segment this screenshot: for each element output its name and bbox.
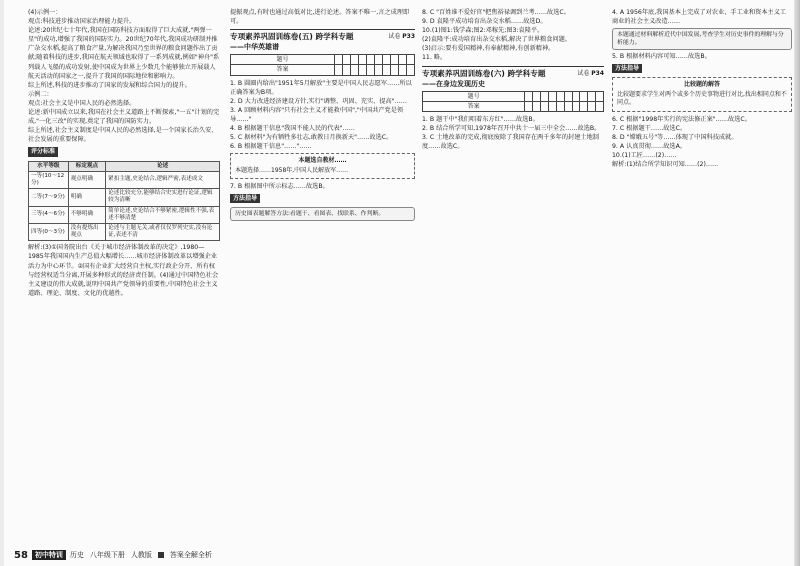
text-line: 观点:科技进步推动国家治理能力提升。 xyxy=(28,18,136,26)
page-left-edge xyxy=(0,0,4,566)
footer-subject: 历史 xyxy=(69,551,84,559)
eval-tag: 评分标准 xyxy=(28,147,58,156)
ref-page: P34 xyxy=(591,69,604,77)
ref-label: 试卷 xyxy=(577,69,590,77)
column-2 xyxy=(230,8,415,548)
text-line: (2)袁隆平:成功培育出杂交水稻,解决了世界粮食问题。 xyxy=(422,36,571,44)
page-footer xyxy=(14,548,414,562)
question-item: 6. B 根据题干信息"……"…… xyxy=(230,143,312,151)
footer-book-title: 答案全解全析 xyxy=(169,551,212,559)
quote-box-title: 本题选自教材…… xyxy=(298,157,347,165)
page-right-edge xyxy=(794,0,800,566)
evaluation-table xyxy=(28,161,220,242)
text-line: (4)示例一： xyxy=(28,9,62,16)
analysis-text: 解析:(1)结合所学知识可知……(2)…… xyxy=(612,161,719,169)
answer-grid-row xyxy=(423,101,604,111)
table-cell: 论述与主题无关,或者仅仅罗列史实,没有论证,表述不清 xyxy=(106,223,220,240)
table-cell: 四等(0～3分) xyxy=(29,223,69,240)
text-line: 论述:新中国成立以来,我国在社会主义道路上不断探索,"一五"计划的完成,"一化三改"的实现,奠定了我国的国防实力。 xyxy=(28,109,220,126)
table-header: 标定观点 xyxy=(68,161,105,171)
table-cell: 简单论述,史论结合不够紧密,逻辑性不强,表述不够清楚 xyxy=(106,206,220,223)
table-cell: 一等(10～12分) xyxy=(29,171,69,188)
method-hint-box: 历史图表题解答方法:看题干、看图表、找联系、作判断。 xyxy=(230,207,415,221)
text-line: 8. D "嫦娥五号"等……体现了中国科技成就。 xyxy=(612,133,738,141)
table-header: 水平等级 xyxy=(29,161,69,171)
table-header-row xyxy=(29,161,220,171)
question-item: 3. C 土地改革的完成,彻底废除了我国存在两千多年的封建土地制度……故选C。 xyxy=(422,134,599,151)
text-line: 观点:社会主义是中国人民的必然选择。 xyxy=(28,99,136,107)
section-header xyxy=(230,29,415,41)
question-item: 5. C 据材料"为有牺牲多壮志,敢教日月换新天"……故选C。 xyxy=(230,134,393,142)
table-row xyxy=(29,171,220,188)
section-subtitle: ——在身边发现历史 xyxy=(422,79,485,88)
section-ref xyxy=(388,32,415,41)
method-box-text: 比较题要求学生对两个或多个历史事物进行对比,找出相同点和不同点。 xyxy=(617,90,787,107)
answer-grid-label: 答案 xyxy=(423,101,525,111)
answer-grid-row xyxy=(423,91,604,101)
table-row xyxy=(29,189,220,206)
text-line: 示例二： xyxy=(28,90,53,98)
note-box: 本题通过材料解析近代中国发展,考查学生对历史事件的理解与分析能力。 xyxy=(612,28,792,50)
table-cell: 二等(7～9分) xyxy=(29,189,69,206)
text-line: 提振观点,有时也通过高低对比,进行论述。答案不唯一,言之成理即可。 xyxy=(230,9,410,26)
section-subtitle: ——中华英雄谱 xyxy=(230,43,279,52)
column-4 xyxy=(612,8,792,548)
table-row xyxy=(29,223,220,240)
answer-grid-label: 题号 xyxy=(423,91,525,101)
text-line: 9. A 认真贯彻……故选A。 xyxy=(612,142,686,150)
table-cell: 三等(4～6分) xyxy=(29,206,69,223)
brand-badge: 初中特训 xyxy=(32,550,66,560)
table-cell: 明确 xyxy=(68,189,105,206)
answer-grid xyxy=(422,91,604,112)
quote-box-text: 本题选择……1958年,中国人民解放军…… xyxy=(235,166,349,174)
text-line: 6. C 根据"1998年实行的宪法修正案"……故选C。 xyxy=(612,115,751,123)
answer-grid-label: 题号 xyxy=(231,55,335,65)
text-line: 7. C 根据题干……故选C。 xyxy=(612,124,687,132)
text-line: 10.(1)图1:钱学森;图2:邓稼先;图3:袁隆平。 xyxy=(422,27,544,35)
footer-edition: 人教版 xyxy=(130,551,152,559)
section-header xyxy=(422,66,604,78)
question-item: 7. B 根据图中所示标志……故选B。 xyxy=(230,183,329,191)
answer-grid-row xyxy=(231,55,415,65)
question-item: 1. B 题干中"我们唱着东方红"……故选B。 xyxy=(422,115,539,123)
table-cell: 不够明确 xyxy=(68,206,105,223)
analysis-text: 解析:(3)①国务院出台《关于城市经济体制改革的决定》,1980—1985年我国国内生产总值大幅增长……城市经济体制改革以增强企业活力为中心环节。②国有企业扩大经营自主权,实行政企分开、所有权与经营权适当分离,开展多种形式的经济责任制。(4)通过中国特色社会主义建设的伟大成就,说明中国共产党领导的重要性,中国特色社会主义道路、理论、制度、文化的优越性。 xyxy=(28,244,219,297)
table-cell: 论述比较充分,能够结合史实进行论证,逻辑较为清晰 xyxy=(106,189,220,206)
table-row xyxy=(29,206,220,223)
method-box-title: 比较题的解答 xyxy=(683,81,720,89)
text-line: 9. D 袁隆平成功培育出杂交水稻……故选D。 xyxy=(422,18,547,26)
question-item: 2. B 结合所学可知,1978年召开中共十一届三中全会……故选B。 xyxy=(422,125,601,133)
question-item: 4. B 根据题干信息"我国不能人民的代表"…… xyxy=(230,125,355,133)
text-line: 论述:20世纪七十年代,我国在国防科技方面取得了巨大成就,"两弹一星"的成功,增强了我国的国防实力。20世纪70年代,我国成功研制并推广杂交水稻,提高了粮食产量,为解决我国乃至世界的粮食问题作出了贡献;随着科技的进步,我国在航天领域也取得了一系列成就,例如"神舟"系列载人飞船的成功发射,使中国成为世界上少数几个能够独立开展载人航天活动的国家之一,提升了我国的国际地位和影响力。 xyxy=(28,27,220,80)
text-line: 10.(1)工匠……(2)…… xyxy=(612,151,677,159)
text-line: 综上所述,科技的进步推动了国家的发展和综合国力的提升。 xyxy=(28,81,191,89)
column-1 xyxy=(28,8,220,548)
section-title: 专项素养巩固训练卷(五) 跨学科专题 xyxy=(230,32,354,42)
question-item: 3. A 回顾材料内容"只有社会主义才能救中国","中国共产党是领导……" xyxy=(230,106,404,123)
table-cell: 紧扣主题,史论结合,逻辑严密,表述成文 xyxy=(106,171,220,188)
method-tag: 方法指导 xyxy=(230,194,260,203)
quote-box xyxy=(230,153,415,179)
text-line: (3)启示:要有爱国精神,有奉献精神,有创新精神。 xyxy=(422,45,555,53)
method-tag: 方法指导 xyxy=(612,64,642,73)
method-box xyxy=(612,77,792,111)
answer-grid-row xyxy=(231,65,415,75)
answer-grid-label: 答案 xyxy=(231,65,335,75)
question-item: 1. B 圆圈内给出"1951年5月解放"主要是中国人民志愿军……所以正确答案为B项。 xyxy=(230,79,412,96)
ref-page: P33 xyxy=(402,33,415,41)
table-cell: 观点明确 xyxy=(68,171,105,188)
text-line: 11. 略。 xyxy=(422,54,447,62)
page-number: 58 xyxy=(14,549,28,561)
table-header: 论述 xyxy=(106,161,220,171)
section-ref xyxy=(577,69,604,78)
question-item: 2. D 大力改进经济建设方针,实行"调整、巩固、充实、提高"…… xyxy=(230,97,407,105)
footer-grade: 八年级下册 xyxy=(89,551,125,559)
column-3 xyxy=(422,8,604,548)
table-cell: 没有提炼出观点 xyxy=(68,223,105,240)
ref-label: 试卷 xyxy=(388,33,401,41)
text-line: 4. A 1956年底,我国基本上完成了对农业、手工业和资本主义工商业的社会主义改造…… xyxy=(612,9,787,26)
answer-grid xyxy=(230,54,415,75)
text-line: 8. C "百姓谁不爱好官"把焦裕禄调到兰考……故选C。 xyxy=(422,9,570,16)
section-title: 专项素养巩固训练卷(六) 跨学科专题 xyxy=(422,68,546,78)
text-line: 5. B 根据材料内容可知……故选B。 xyxy=(612,53,711,61)
book-icon xyxy=(158,552,164,558)
text-line: 综上所述,社会主义制度是中国人民的必然选择,是一个国家长治久安、社会发展的重要保障。 xyxy=(28,127,218,144)
